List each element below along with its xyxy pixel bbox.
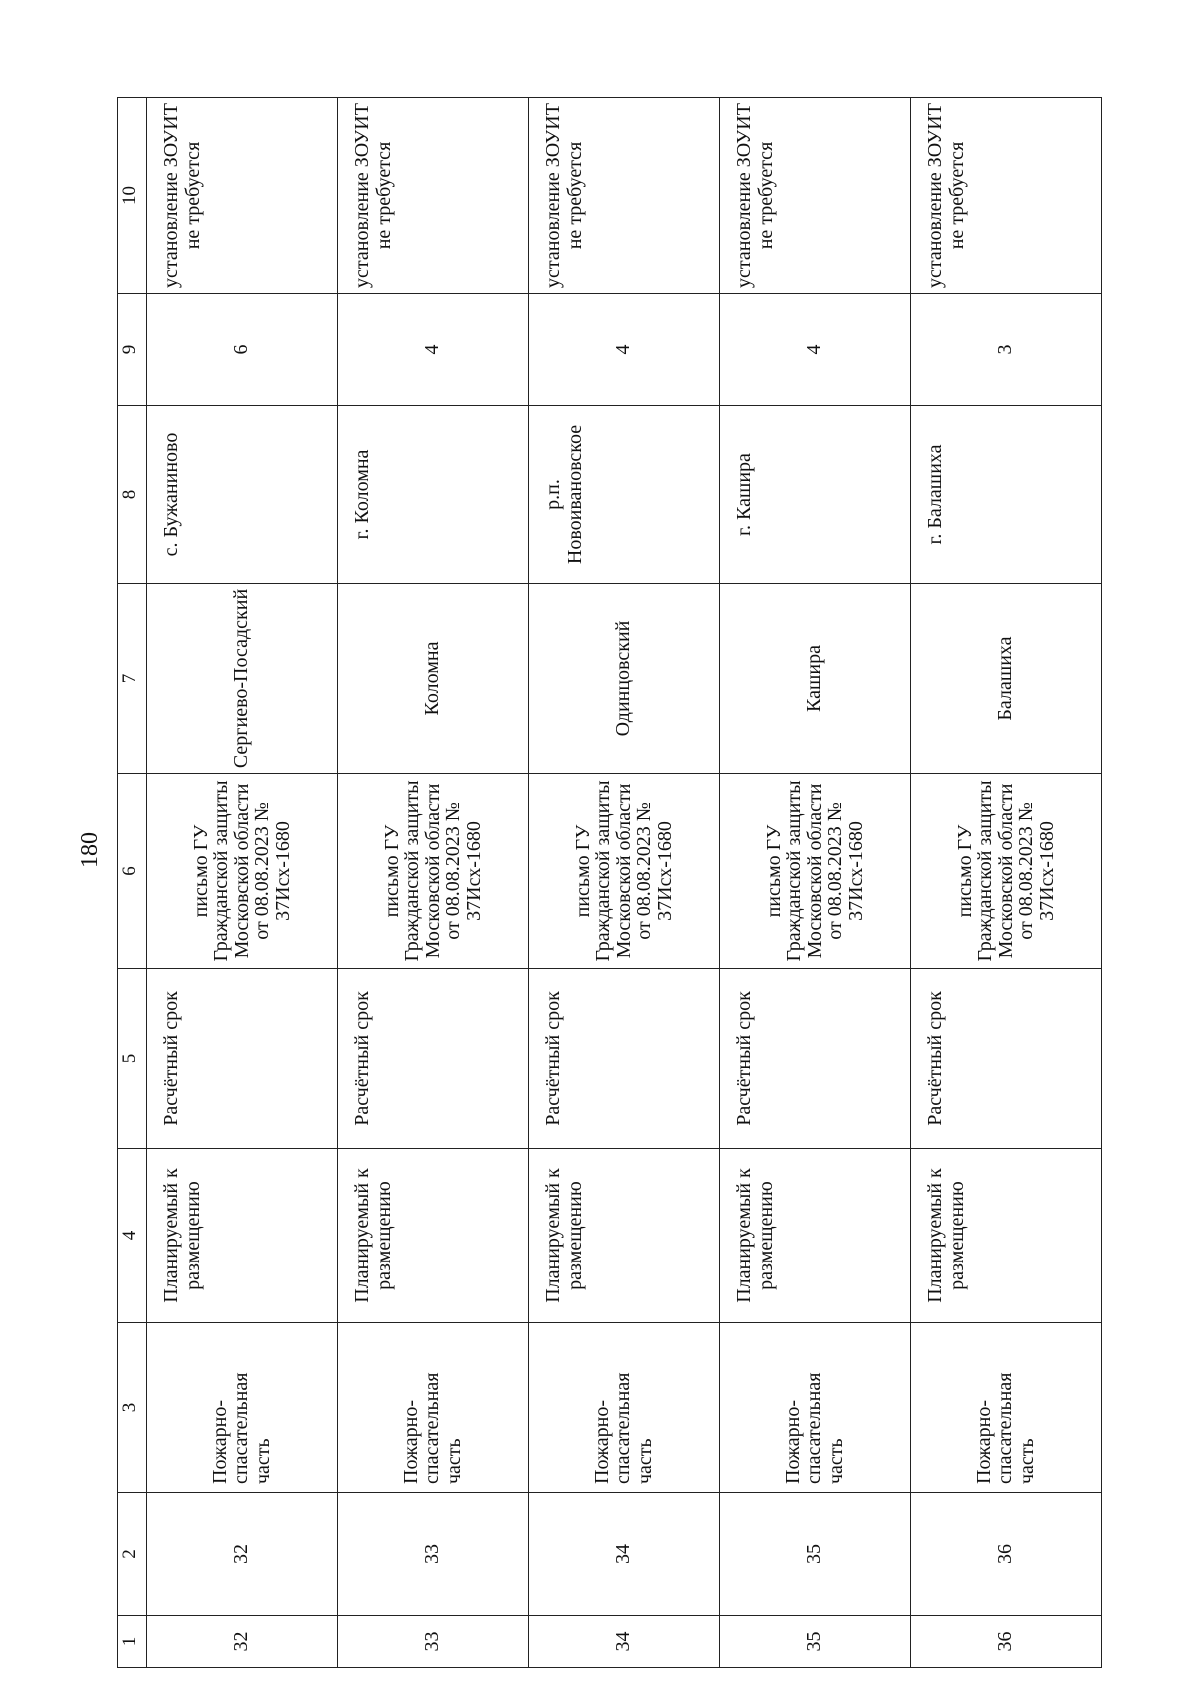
cell-source: письмо ГУ Гражданской защиты Московской области от 08.08.2023 № 37Исх-1680: [338, 774, 529, 969]
cell-object-type: Пожарно-спасательная часть: [147, 1323, 338, 1493]
cell-object-number: 34: [529, 1493, 720, 1616]
cell-zouit: установление ЗОУИТ не требуется: [147, 98, 338, 294]
cell-source: письмо ГУ Гражданской защиты Московской области от 08.08.2023 № 37Исх-1680: [147, 774, 338, 969]
cell-object-type: Пожарно-спасательная часть: [529, 1323, 720, 1493]
table-container: [117, 98, 1102, 1668]
col-number-1: 1: [118, 1616, 147, 1668]
cell-term: Расчётный срок: [911, 969, 1102, 1149]
cell-zouit: установление ЗОУИТ не требуется: [338, 98, 529, 294]
col-number-10: 10: [118, 98, 147, 294]
cell-district: Балашиха: [911, 584, 1102, 774]
col-number-5: 5: [118, 969, 147, 1149]
col-number-4: 4: [118, 1149, 147, 1323]
table-row: [529, 98, 720, 1668]
cell-zouit: установление ЗОУИТ не требуется: [720, 98, 911, 294]
col-number-9: 9: [118, 294, 147, 406]
col-number-2: 2: [118, 1493, 147, 1616]
cell-value: 4: [529, 294, 720, 406]
cell-locality: г. Балашиха: [911, 406, 1102, 584]
page-number: 180: [77, 832, 103, 868]
col-number-3: 3: [118, 1323, 147, 1493]
cell-row-number: 36: [911, 1616, 1102, 1668]
cell-value: 3: [911, 294, 1102, 406]
cell-zouit: установление ЗОУИТ не требуется: [911, 98, 1102, 294]
col-number-6: 6: [118, 774, 147, 969]
cell-source: письмо ГУ Гражданской защиты Московской области от 08.08.2023 № 37Исх-1680: [720, 774, 911, 969]
cell-object-number: 33: [338, 1493, 529, 1616]
cell-status: Планируемый к размещению: [720, 1149, 911, 1323]
cell-row-number: 34: [529, 1616, 720, 1668]
cell-district: Коломна: [338, 584, 529, 774]
table-row: [720, 98, 911, 1668]
table-row: [338, 98, 529, 1668]
cell-object-number: 32: [147, 1493, 338, 1616]
cell-term: Расчётный срок: [720, 969, 911, 1149]
table-row: [911, 98, 1102, 1668]
cell-term: Расчётный срок: [338, 969, 529, 1149]
cell-status: Планируемый к размещению: [529, 1149, 720, 1323]
cell-locality: р.п. Новоивановское: [529, 406, 720, 584]
header-row: [118, 98, 147, 1668]
cell-source: письмо ГУ Гражданской защиты Московской области от 08.08.2023 № 37Исх-1680: [529, 774, 720, 969]
cell-term: Расчётный срок: [529, 969, 720, 1149]
cell-district: Одинцовский: [529, 584, 720, 774]
cell-value: 4: [720, 294, 911, 406]
cell-value: 4: [338, 294, 529, 406]
cell-zouit: установление ЗОУИТ не требуется: [529, 98, 720, 294]
cell-object-number: 36: [911, 1493, 1102, 1616]
cell-object-type: Пожарно-спасательная часть: [338, 1323, 529, 1493]
table-row: [147, 98, 338, 1668]
cell-row-number: 32: [147, 1616, 338, 1668]
cell-status: Планируемый к размещению: [911, 1149, 1102, 1323]
col-number-7: 7: [118, 584, 147, 774]
cell-district: Кашира: [720, 584, 911, 774]
cell-locality: с. Бужаниново: [147, 406, 338, 584]
cell-status: Планируемый к размещению: [147, 1149, 338, 1323]
cell-object-number: 35: [720, 1493, 911, 1616]
cell-source: письмо ГУ Гражданской защиты Московской области от 08.08.2023 № 37Исх-1680: [911, 774, 1102, 969]
cell-status: Планируемый к размещению: [338, 1149, 529, 1323]
cell-locality: г. Коломна: [338, 406, 529, 584]
cell-row-number: 35: [720, 1616, 911, 1668]
cell-term: Расчётный срок: [147, 969, 338, 1149]
objects-table: [117, 97, 1102, 1668]
col-number-8: 8: [118, 406, 147, 584]
cell-object-type: Пожарно-спасательная часть: [911, 1323, 1102, 1493]
cell-row-number: 33: [338, 1616, 529, 1668]
cell-district: Сергиево-Посадский: [147, 584, 338, 774]
cell-value: 6: [147, 294, 338, 406]
cell-object-type: Пожарно-спасательная часть: [720, 1323, 911, 1493]
cell-locality: г. Кашира: [720, 406, 911, 584]
